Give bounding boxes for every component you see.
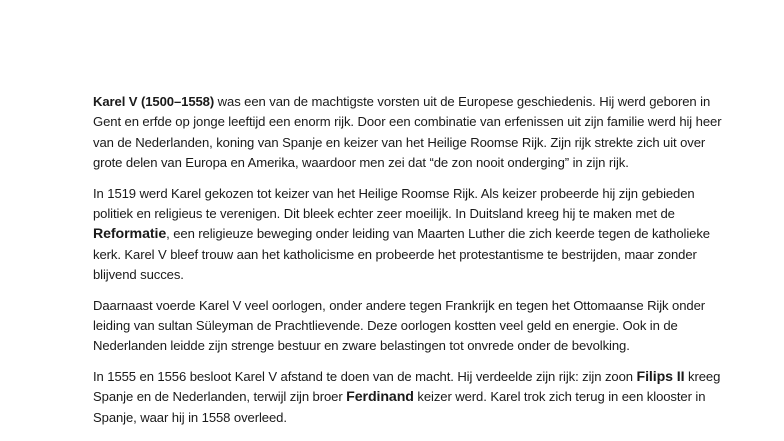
paragraph-emperor [93, 184, 723, 285]
paragraph-text: , een religieuze beweging onder leiding van Maarten Luther die zich keerde tegen de katholieke kerk. Karel V bleef trouw aan het katholicisme en probeerde het protestantisme te bestrijden, maar zonder blijvend succes. [93, 226, 710, 282]
term-ferdinand: Ferdinand [346, 389, 414, 406]
paragraph-wars [93, 296, 723, 357]
heading-karel-v: Karel V (1500–1558) [93, 94, 215, 109]
term-reformatie: Reformatie [93, 226, 167, 243]
paragraph-text: was een van de machtigste vorsten uit de Europese geschiedenis. Hij werd geboren in Gent en erfde op jonge leeftijd een enorm rijk. Door een combinatie van erfenissen uit zijn familie werd hij heer van de Nederlanden, koning van Spanje en keizer van het Heilige Roomse Rijk. Zijn rijk strekte zich uit over grote delen van Europa en Amerika, waardoor men zei dat “de zon nooit onderging” in zijn rijk. [93, 94, 722, 170]
paragraph-intro [93, 92, 723, 173]
term-filips-ii: Filips II [636, 369, 685, 386]
paragraph-text: In 1519 werd Karel gekozen tot keizer van het Heilige Roomse Rijk. Als keizer probeerde hij zijn gebieden politiek en religieus te verenigen. Dit bleek echter zeer moeilijk. In Duitsland kreeg hij te maken met de [93, 185, 695, 221]
paragraph-abdication [93, 367, 723, 428]
paragraph-text: kreeg Spanje en de Nederlanden, terwijl zijn broer [93, 369, 721, 405]
document-body [93, 92, 723, 438]
paragraph-text: Daarnaast voerde Karel V veel oorlogen, onder andere tegen Frankrijk en tegen het Ottomaanse Rijk onder leiding van sultan Süleyman de Prachtlievende. Deze oorlogen kostten veel geld en energie. Ook in de Nederlanden leidde zijn strenge bestuur en zware belastingen tot onvrede onder de bevolking. [93, 297, 706, 354]
paragraph-text: In 1555 en 1556 besloot Karel V afstand te doen van de macht. Hij verdeelde zijn rijk: zijn zoon [93, 369, 637, 385]
paragraph-text: keizer werd. Karel trok zich terug in een klooster in Spanje, waar hij in 1558 overleed. [93, 389, 706, 425]
